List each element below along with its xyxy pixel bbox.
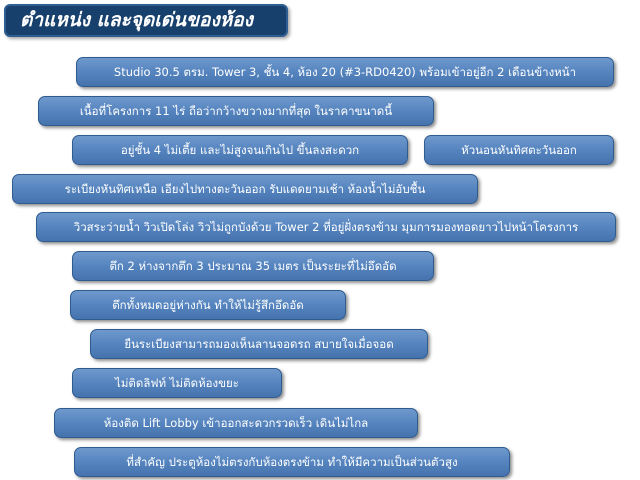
feature-parking-view: ยืนระเบียงสามารถมองเห็นลานจอดรถ สบายใจเมื่อจอด	[90, 329, 428, 359]
feature-tower-distance: ตึก 2 ห่างจากตึก 3 ประมาณ 35 เมตร เป็นระยะที่ไม่อึดอัด	[72, 251, 434, 281]
feature-lift-lobby: ห้องติด Lift Lobby เข้าออกสะดวกรวดเร็ว เดินไม่ไกล	[54, 408, 418, 438]
page-title: ตำแหน่ง และจุดเด่นของห้อง	[4, 4, 288, 37]
feature-pool-view: วิวสระว่ายน้ำ วิวเปิดโล่ง วิวไม่ถูกบังด้วย Tower 2 ที่อยู่ฝั่งตรงข้าม มุมการมองทอดยาวไปหน้าโครงการ	[36, 212, 616, 242]
feature-room-details: Studio 30.5 ตรม. Tower 3, ชั้น 4, ห้อง 20 (#3-RD0420) พร้อมเข้าอยู่อีก 2 เดือนข้างหน้า	[76, 57, 614, 87]
feature-bed-direction: หัวนอนหันทิศตะวันออก	[424, 135, 614, 165]
feature-balcony-direction: ระเบียงหันทิศเหนือ เอียงไปทางตะวันออก รับแดดยามเช้า ห้องน้ำไม่อับชื้น	[12, 174, 478, 204]
feature-floor-level: อยู่ชั้น 4 ไม่เตี้ย และไม่สูงจนเกินไป ขึ้นลงสะดวก	[72, 135, 408, 165]
feature-privacy: ที่สำคัญ ประตูห้องไม่ตรงกับห้องตรงข้าม ทำให้มีความเป็นส่วนตัวสูง	[74, 447, 510, 477]
feature-project-area: เนื้อที่โครงการ 11 ไร่ ถือว่ากว้างขวางมากที่สุด ในราคาขนาดนี้	[38, 96, 434, 126]
feature-building-spacing: ตึกทั้งหมดอยู่ห่างกัน ทำให้ไม่รู้สึกอึดอัด	[70, 290, 346, 320]
feature-not-near-lift: ไม่ติดลิฟท์ ไม่ติดห้องขยะ	[72, 368, 282, 398]
